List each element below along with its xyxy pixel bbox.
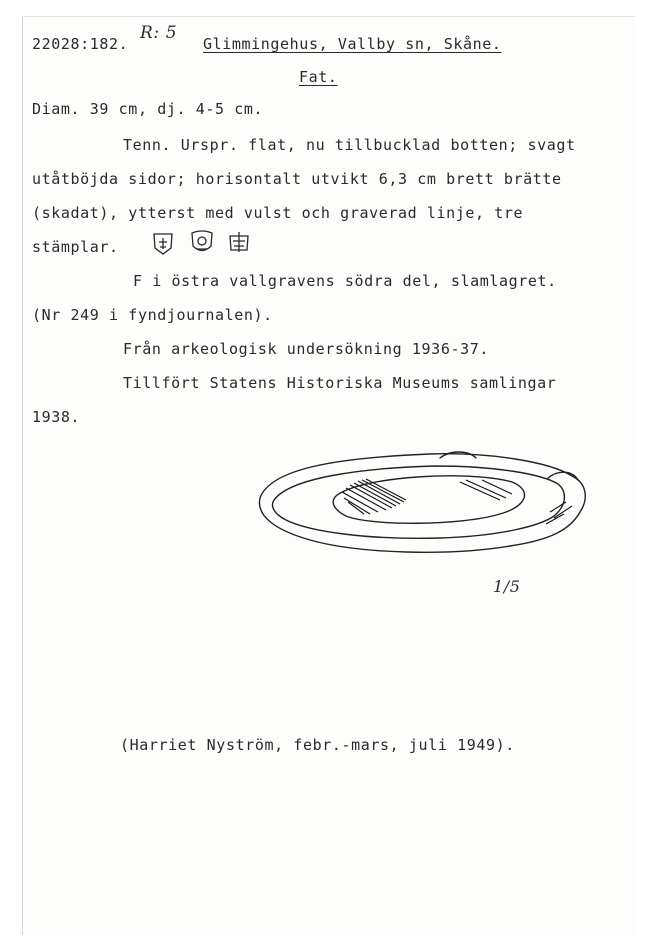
object-name: Fat. [299,68,338,86]
description-line: (skadat), ytterst med vulst och graverad linje, tre [32,204,524,222]
description-line: stämplar. [32,238,119,256]
find-journal: (Nr 249 i fyndjournalen). [32,306,273,324]
acquisition-year: 1938. [32,408,81,426]
excavation-note: Från arkeologisk undersökning 1936-37. [123,340,489,358]
acquisition-line: Tillfört Statens Historiska Museums samlingar [123,374,557,392]
description-line: utåtböjda sidor; horisontalt utvikt 6,3 cm brett brätte [32,170,562,188]
site-name: Glimmingehus, Vallby sn, Skåne. [203,35,502,53]
stamp-marks [150,230,260,256]
scale-note: 1/5 [493,577,521,596]
dimensions: Diam. 39 cm, dj. 4-5 cm. [32,100,264,118]
handwritten-mark: R: 5 [140,23,178,43]
description-line: Tenn. Urspr. flat, nu tillbucklad botten; svagt [123,136,576,154]
dish-drawing [250,440,610,580]
find-location: F i östra vallgravens södra del, slamlagret. [133,272,557,290]
accession-number: 22028:182. [32,35,129,53]
author-line: (Harriet Nyström, febr.-mars, juli 1949). [120,736,515,754]
